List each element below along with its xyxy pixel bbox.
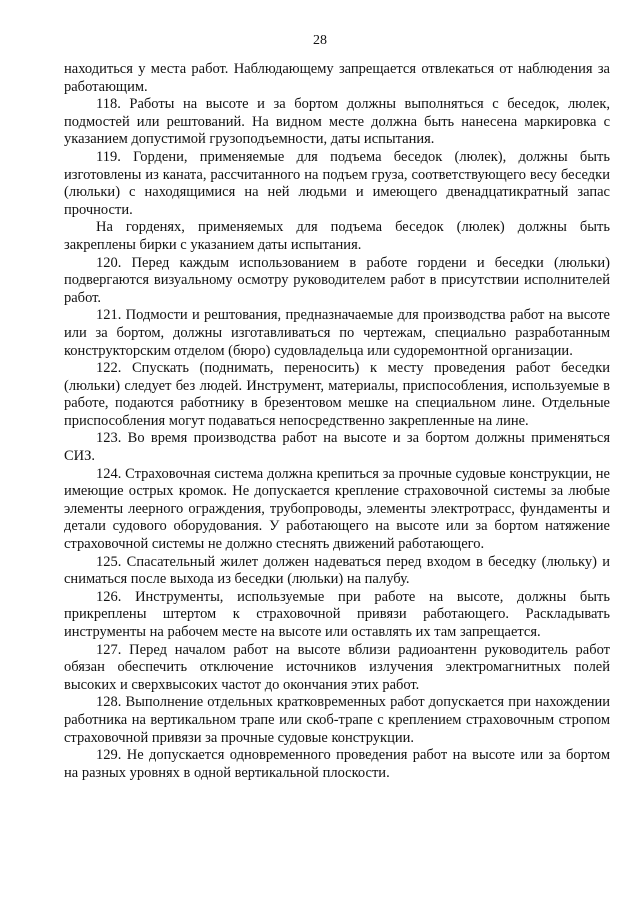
paragraph-126: 126. Инструменты, используемые при работе на высоте, должны быть прикреплены штертом к страховочной привязи работающего. Раскладывать инструменты на рабочем месте на высоте или оставлять их там запрещается. <box>64 588 610 640</box>
paragraph-118: 118. Работы на высоте и за бортом должны выполняться с беседок, люлек, подмостей или рештований. На видном месте должна быть нанесена маркировка с указанием допустимой грузоподъемности, даты испытания. <box>64 96 610 148</box>
paragraph-120: 120. Перед каждым использованием в работе гордени и беседки (люльки) подвергаются визуальному осмотру руководителем работ в присутствии исполнителей работ. <box>64 254 610 306</box>
paragraph-125: 125. Спасательный жилет должен надеваться перед входом в беседку (люльку) и сниматься после выхода из беседки (люльки) на палубу. <box>64 553 610 588</box>
paragraph-123: 123. Во время производства работ на высоте и за бортом должны применяться СИЗ. <box>64 430 610 465</box>
paragraph-124: 124. Страховочная система должна крепиться за прочные судовые конструкции, не имеющие острых кромок. Не допускается крепление страховочной системы за любые элементы леерного ограждения, трубопроводы, элементы электротрасс, фундаменты и детали судового оборудования. У работающего на высоте или за бортом натяжение страховочной системы не должно стеснять движений работающего. <box>64 465 610 553</box>
paragraph-122: 122. Спускать (поднимать, переносить) к месту проведения работ беседки (люльки) следует без людей. Инструмент, материалы, приспособления, используемые в работе, подаются работнику в брезентовом мешке на специальном лине. Отдельные приспособления могут подаваться непосредственно закрепленные на лине. <box>64 360 610 429</box>
paragraph-128: 128. Выполнение отдельных кратковременных работ допускается при нахождении работника на вертикальном трапе или скоб-трапе с креплением страховочным стропом страховочной привязи за прочные судовые конструкции. <box>64 694 610 746</box>
document-body <box>64 61 610 782</box>
page-number: 28 <box>313 33 327 48</box>
paragraph-127: 127. Перед началом работ на высоте вблизи радиоантенн руководитель работ обязан обеспечить отключение источников излучения электромагнитных полей высоких и сверхвысоких частот до окончания этих работ. <box>64 641 610 693</box>
paragraph-129: 129. Не допускается одновременного проведения работ на высоте или за бортом на разных уровнях в одной вертикальной плоскости. <box>64 747 610 781</box>
paragraph-119-note: На горденях, применяемых для подъема беседок (люлек) должны быть закреплены бирки с указанием даты испытания. <box>64 219 610 253</box>
paragraph-121: 121. Подмости и рештования, предназначаемые для производства работ на высоте или за бортом, должны изготавливаться по чертежам, специально разработанным конструкторским отделом (бюро) судовладельца или судоремонтной организации. <box>64 307 610 359</box>
paragraph-119: 119. Гордени, применяемые для подъема беседок (люлек), должны быть изготовлены из каната, рассчитанного на подъем груза, соответствующего весу беседки (люльки) с находящимися на ней людьми и имеющего двенадцатикратный запас прочности. <box>64 148 610 218</box>
paragraph-continuation: находиться у места работ. Наблюдающему запрещается отвлекаться от наблюдения за работающим. <box>64 61 610 95</box>
